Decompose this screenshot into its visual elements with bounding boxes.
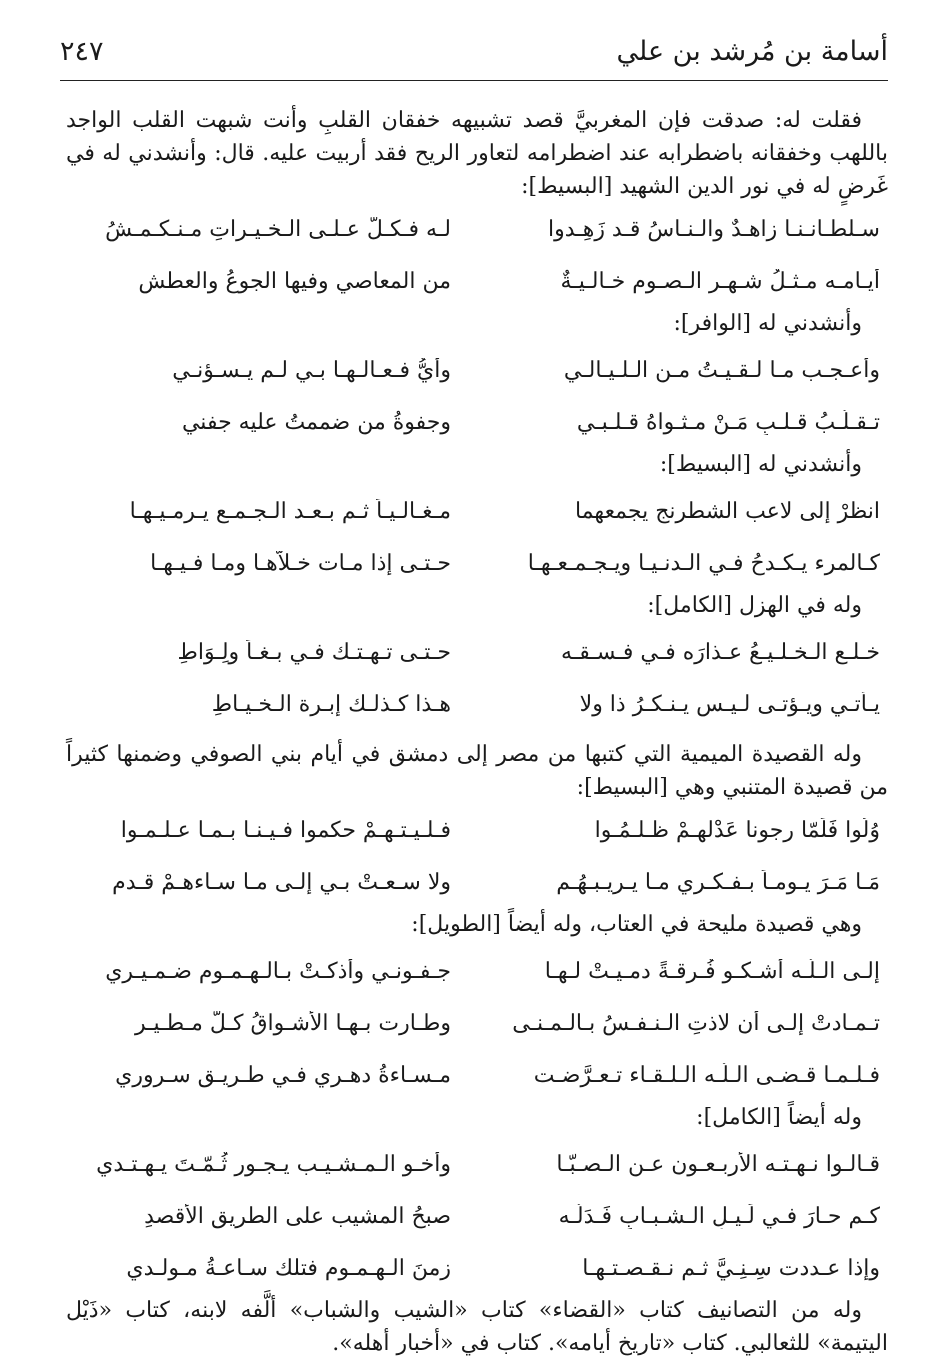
verse-line xyxy=(66,485,888,537)
verse-second-hemistich: وأيُّ فـعـالـهـا بـي لـم يـسـؤنـي xyxy=(172,357,451,383)
verse-first-hemistich: تـقـلّـبُ قـلـبِ مَـنْ مـثـواهُ قـلـبـي xyxy=(576,409,880,435)
verse-first-hemistich: خـلـع الـخـلـيـعُ عـذارَه فـي فـسـقـه xyxy=(561,639,880,665)
verse-line xyxy=(66,945,888,997)
verse-first-hemistich: انظرْ إلى لاعب الشطرنج يجمعهما xyxy=(575,498,880,524)
verse-first-hemistich: فـلـمـا قـضـى الـلّـه الـلـقـاء تـعـرَّضـت xyxy=(533,1062,880,1088)
poem-intro: وهي قصيدة مليحة في العتاب، وله أيضاً [الطويل]: xyxy=(411,912,862,937)
verse-line xyxy=(66,1190,888,1242)
paragraph-8: وله من التصانيف كتاب «القضاء» كتاب «الشيب والشباب» ألَّفه لابنه، كتاب «ذَيْل اليتيمة» للثعالبي. كتاب «تاريخ أيامه». كتاب في «أخبار أهله». xyxy=(66,1298,888,1356)
verse-first-hemistich: تـمـادتْ إلـى أن لاذتِ الـنـفـسُ بـالـمـنـى xyxy=(512,1010,880,1036)
verse-line xyxy=(66,344,888,396)
verse-second-hemistich: فـلـيـتـهـمْ حكموا فـيـنـا بـمـا عـلـمـوا xyxy=(120,817,451,843)
page-body xyxy=(66,104,888,1360)
verse-first-hemistich: إلـى الـلّـه أشـكـو فُـرقـةً دمـيـتْ لـهـا xyxy=(544,958,880,984)
verse-second-hemistich: جـفـونـي وأذكـتْ بـالـهـمـوم ضـمـيـري xyxy=(105,958,451,984)
verse-second-hemistich: مـغـالـيـاً ثـم بـعـد الـجـمـع يـرمـيـهـا xyxy=(129,498,451,524)
verse-second-hemistich: وطـارت بـهـا الأشـواقُ كـلَّ مـطـيـر xyxy=(134,1010,451,1036)
poem-intro: وأنشدني له [الوافر]: xyxy=(673,311,862,336)
verse-second-hemistich: لـه فـكـلٌّ عـلـى الـخـيـراتِ مـنـكـمـشُ xyxy=(105,216,451,242)
poem-intro: وله أيضاً [الكامل]: xyxy=(696,1105,862,1130)
verse-line xyxy=(66,626,888,678)
verse-first-hemistich: كـم حـارَ فـي لَـيـلِ الـشـبـابِ فَـدَلّـه xyxy=(558,1203,880,1229)
paragraph-1: فقلت له: صدقت فإن المغربيَّ قصد تشبيهه خفقان القلبِ وأنت شبهت القلب الواجد باللهب وخفقانه باضطرابه عند اضطرامه لتعاور الريح فقد أربيت عليه. قال: وأنشدني له في غَرضٍ له في نور الدين الشهيد [البسيط]: xyxy=(66,108,888,199)
verse-line xyxy=(66,537,888,589)
verse-second-hemistich: زمنَ الـهـمـومِ فتلك سـاعـةُ مـولـدي xyxy=(126,1255,451,1281)
poem-intro: وله في الهزل [الكامل]: xyxy=(647,593,862,618)
verse-first-hemistich: وأعـجـب مـا لـقـيـتُ مـن الـلـيـالـي xyxy=(563,357,880,383)
verse-second-hemistich: هـذا كـذلـك إبـرة الـخـيـاطِ xyxy=(211,691,451,717)
verse-first-hemistich: سـلطـانـنـا زاهـدٌ والـنـاسُ قـد زَهِـدوا xyxy=(547,216,880,242)
verse-line xyxy=(66,1138,888,1190)
verse-first-hemistich: أيـامـه مـثـلُ شـهـرِ الـصـوم خـالـيـةٌ xyxy=(560,268,880,294)
verse-line xyxy=(66,997,888,1049)
paragraph-5: وله القصيدة الميمية التي كتبها من مصر إلى دمشق في أيام بني الصوفي وضمنها كثيراً من قصيدة المتنبي وهي [البسيط]: xyxy=(66,742,888,800)
verse-second-hemistich: وأخـو الـمـشـيـب يـجـور ثُـمّـتَ يـهـتـدي xyxy=(96,1151,451,1177)
verse-second-hemistich: من المعاصي وفيها الجوعُ والعطش xyxy=(138,268,451,294)
poem-intro: وأنشدني له [البسيط]: xyxy=(659,452,862,477)
verse-second-hemistich: مـسـاءةُ دهـري فـي طـريـق سـروري xyxy=(115,1062,451,1088)
verse-second-hemistich: وجفوةُ من ضممتُ عليه جفني xyxy=(181,409,451,435)
verse-line xyxy=(66,1049,888,1101)
verse-line xyxy=(66,396,888,448)
verse-line xyxy=(66,678,888,730)
verse-second-hemistich: حـتـى إذا مـات خـلاّهـا ومـا فـيـهـا xyxy=(150,550,451,576)
running-header xyxy=(60,28,888,81)
verse-first-hemistich: وُلُوا فَلَمّا رجونا عَدْلهـمْ ظـلـمُـوا xyxy=(594,817,880,843)
verse-first-hemistich: مَـا مَـرَ يـومـاً بـفـكـري مـا يـريـبـهُـم xyxy=(556,869,880,895)
verse-second-hemistich: ولا سـعـتْ بـي إلـى مـا سـاءهـمْ قـدم xyxy=(112,869,451,895)
verse-line xyxy=(66,203,888,255)
verse-first-hemistich: وإذا عـددت سِـنِـيَّ ثـم نـقـصـتـهـا xyxy=(582,1255,880,1281)
header-title: أسامة بن مُرشد بن علي xyxy=(616,36,888,67)
spacer xyxy=(66,730,888,738)
verse-line xyxy=(66,856,888,908)
verse-first-hemistich: كـالمرء يـكـدحُ فـي الـدنـيـا ويـجـمـعـهـا xyxy=(527,550,880,576)
verse-line xyxy=(66,255,888,307)
verse-second-hemistich: حـتـى تـهـتـك فـي بـغـاً ولِـوَاطِ xyxy=(177,639,451,665)
verse-line xyxy=(66,1242,888,1294)
page-number: ٢٤٧ xyxy=(60,36,104,67)
verse-second-hemistich: صبحُ المشيب على الطريق الأقصدِ xyxy=(144,1203,451,1229)
verse-first-hemistich: يـأتـي ويـؤتـى لـيـس يـنـكـرُ ذا ولا xyxy=(579,691,880,717)
verse-first-hemistich: قـالـوا نـهـتـه الأربـعـون عـن الـصـبّـا xyxy=(556,1151,880,1177)
verse-line xyxy=(66,804,888,856)
